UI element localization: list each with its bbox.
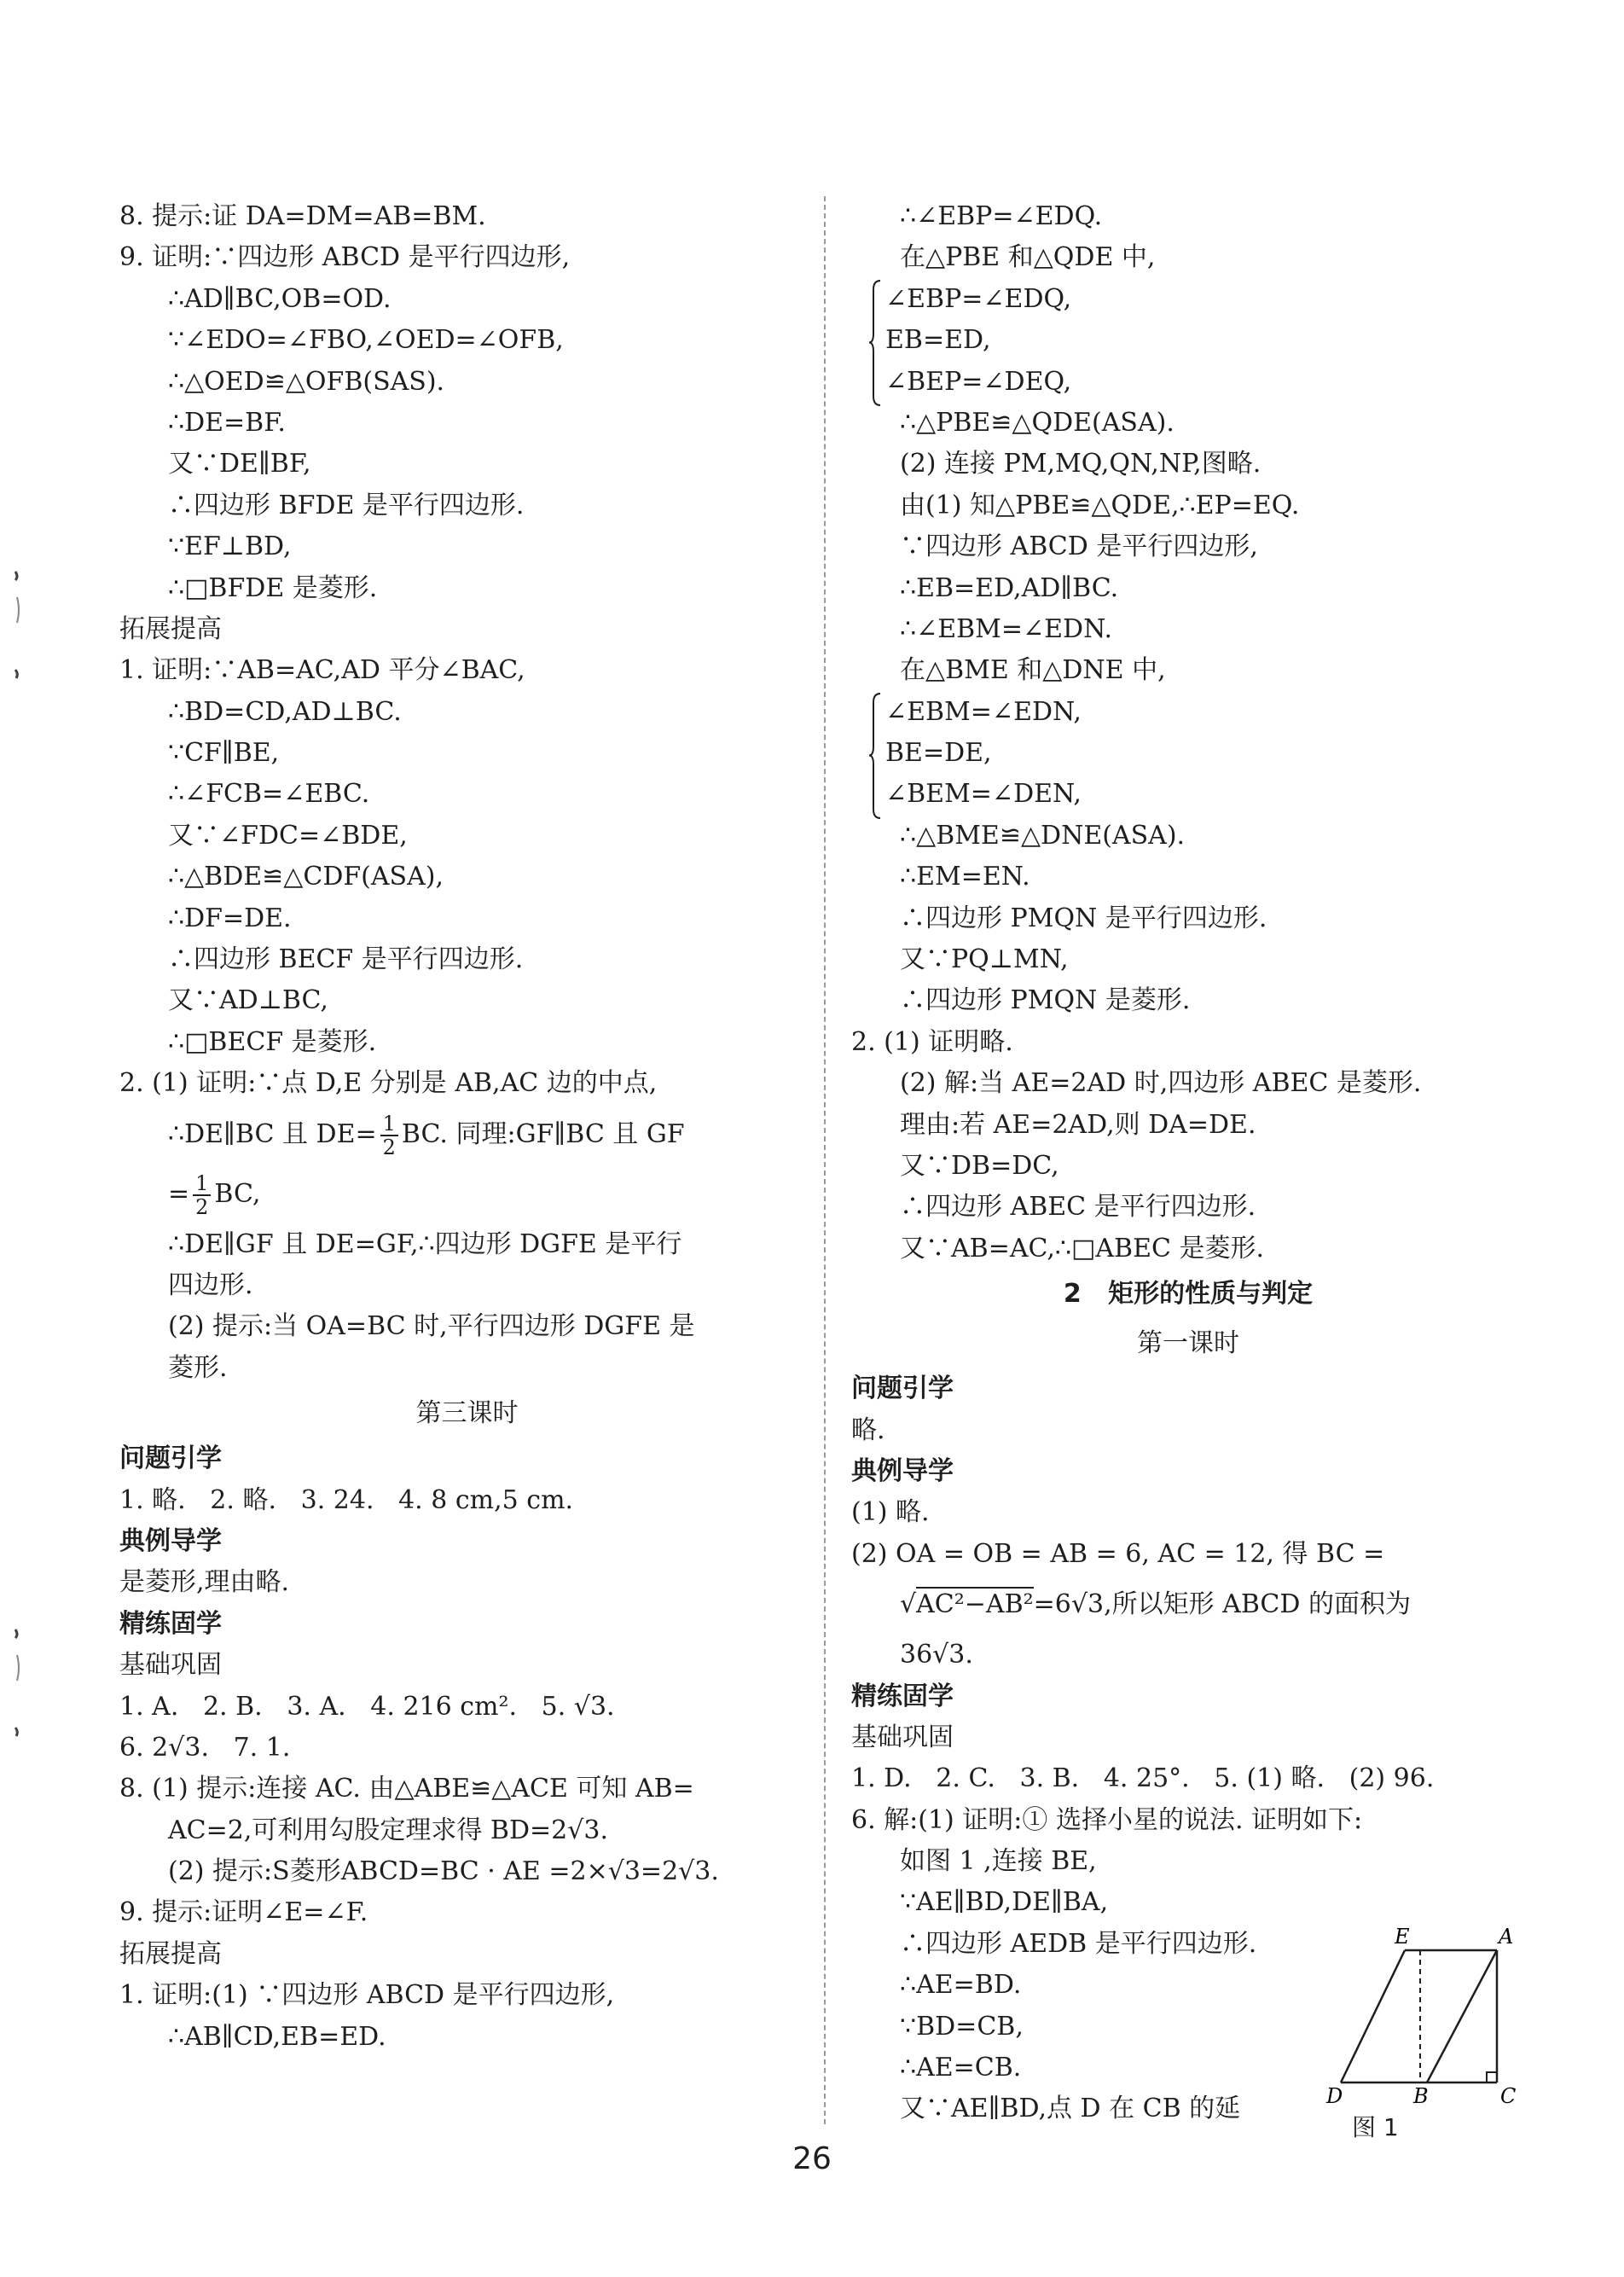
text-line: ∴△BDE≌△CDF(ASA), — [168, 862, 444, 892]
text-line: 2. (1) 证明:∵点 D,E 分别是 AB,AC 边的中点, — [119, 1068, 658, 1099]
left-column — [119, 196, 815, 2058]
figure-1 — [1318, 1926, 1522, 2114]
text-line: ∴AD∥BC,OB=OD. — [168, 283, 392, 314]
brace-line: ∠BEP=∠DEQ, — [885, 366, 1072, 397]
brace-icon — [868, 692, 882, 820]
brace-icon — [868, 279, 882, 407]
section-title: 2 矩形的性质与判定 — [1063, 1279, 1314, 1310]
column-divider — [824, 196, 826, 2124]
section-heading: 问题引学 — [119, 1443, 222, 1474]
text-line: ∴△PBE≌△QDE(ASA). — [900, 407, 1174, 438]
label-B: B — [1413, 2084, 1429, 2108]
right-column — [851, 196, 1525, 2130]
text-line: 菱形. — [168, 1352, 228, 1383]
brace-system — [851, 692, 1525, 816]
lesson-title: 第一课时 — [1137, 1328, 1239, 1359]
fraction-denominator: 2 — [195, 1194, 209, 1219]
text-line: 略. — [851, 1414, 885, 1445]
text-line: ∵CF∥BE, — [168, 738, 280, 769]
text-line: ∴∠EBP=∠EDQ. — [900, 201, 1103, 231]
text-line: ∵∠EDO=∠FBO,∠OED=∠OFB, — [168, 325, 564, 356]
text-line: 8. 提示:证 DA=DM=AB=BM. — [119, 201, 486, 231]
fraction-numerator: 1 — [193, 1172, 211, 1196]
text-line: (1) 略. — [851, 1497, 930, 1528]
text-line: ∴四边形 PMQN 是菱形. — [900, 985, 1191, 1016]
text-line: 2. (1) 证明略. — [851, 1026, 1013, 1057]
fraction — [380, 1112, 398, 1159]
text-line: 又∵DB=DC, — [900, 1150, 1059, 1181]
label-E: E — [1395, 1926, 1410, 1949]
text-line: 6. 2√3. 7. 1. — [119, 1732, 291, 1763]
text-line: 1. 证明:∵AB=AC,AD 平分∠BAC, — [119, 655, 525, 686]
text-line: 36√3. — [900, 1640, 973, 1670]
text-line: 又∵DE∥BF, — [168, 449, 311, 479]
text-line: 又∵AD⊥BC, — [168, 985, 328, 1016]
binding-marks-top — [7, 563, 27, 691]
text-line: 是菱形,理由略. — [119, 1567, 290, 1598]
fraction-line — [119, 1105, 815, 1165]
radicand: AC²−AB² — [916, 1587, 1034, 1619]
text-line: ∴四边形 AEDB 是平行四边形. — [900, 1928, 1257, 1959]
text-line: 在△BME 和△DNE 中, — [900, 655, 1166, 686]
text-line: ∴四边形 BFDE 是平行四边形. — [168, 490, 525, 520]
text-line: ∴DE∥GF 且 DE=GF,∴四边形 DGFE 是平行 — [168, 1229, 682, 1259]
text-line: ∵四边形 ABCD 是平行四边形, — [900, 531, 1258, 562]
fraction-pre: ∴DE∥BC 且 DE= — [168, 1118, 377, 1149]
text-line: 拓展提高 — [119, 1938, 222, 1969]
page-number: 26 — [792, 2141, 832, 2176]
lesson-title: 第三课时 — [415, 1398, 519, 1429]
text-line: (2) 连接 PM,MQ,QN,NP,图略. — [900, 449, 1262, 479]
text-line: ∴DE=BF. — [168, 407, 286, 438]
text-line: (2) 解:当 AE=2AD 时,四边形 ABEC 是菱形. — [900, 1068, 1422, 1099]
text-line: ∴EM=EN. — [900, 862, 1030, 892]
text-line: AC=2,可利用勾股定理求得 BD=2√3. — [168, 1815, 608, 1845]
text-line: 理由:若 AE=2AD,则 DA=DE. — [900, 1109, 1256, 1140]
section-heading: 典例导学 — [851, 1455, 954, 1486]
text-line: ∴□BECF 是菱形. — [168, 1026, 377, 1057]
text-line: ∵EF⊥BD, — [168, 531, 292, 562]
text-line: ∴△OED≌△OFB(SAS). — [168, 366, 445, 397]
fraction-line — [119, 1165, 815, 1224]
brace-system — [851, 279, 1525, 403]
text-line: 9. 提示:证明∠E=∠F. — [119, 1897, 368, 1928]
text-line: 1. A. 2. B. 3. A. 4. 216 cm². 5. √3. — [119, 1691, 615, 1722]
text-line: ∴EB=ED,AD∥BC. — [900, 572, 1119, 603]
brace-line: EB=ED, — [885, 325, 991, 356]
brace-line: BE=DE, — [885, 738, 992, 769]
text-line: 9. 证明:∵四边形 ABCD 是平行四边形, — [119, 242, 571, 273]
label-D: D — [1326, 2084, 1343, 2108]
text-line: ∴△BME≌△DNE(ASA). — [900, 820, 1186, 851]
section-heading: 典例导学 — [119, 1525, 222, 1556]
sqrt-post: =6√3,所以矩形 ABCD 的面积为 — [1033, 1589, 1411, 1620]
text-line: ∴四边形 PMQN 是平行四边形. — [900, 903, 1267, 933]
text-line: 又∵AB=AC,∴□ABEC 是菱形. — [900, 1233, 1265, 1263]
text-line: ∴四边形 ABEC 是平行四边形. — [900, 1192, 1256, 1223]
fraction-numerator: 1 — [380, 1112, 398, 1136]
label-C: C — [1500, 2084, 1517, 2108]
text-line: 基础巩固 — [851, 1722, 954, 1752]
text-line: ∵AE∥BD,DE∥BA, — [900, 1887, 1109, 1918]
text-line: ∴□BFDE 是菱形. — [168, 572, 378, 603]
text-line: ∴DF=DE. — [168, 903, 292, 933]
text-line: ∴AE=BD. — [900, 1970, 1022, 2001]
text-line: (2) 提示:S菱形ABCD=BC · AE =2×√3=2√3. — [168, 1856, 719, 1887]
text-line: 1. 证明:(1) ∵四边形 ABCD 是平行四边形, — [119, 1980, 615, 2011]
text-line: ∴AB∥CD,EB=ED. — [168, 2021, 386, 2052]
binding-marks-bottom — [7, 1621, 27, 1749]
text-line: (2) 提示:当 OA=BC 时,平行四边形 DGFE 是 — [168, 1311, 695, 1342]
text-line: 又∵AE∥BD,点 D 在 CB 的延 — [900, 2094, 1241, 2124]
section-heading: 问题引学 — [851, 1374, 954, 1404]
text-line: 又∵∠FDC=∠BDE, — [168, 820, 408, 851]
text-line: 又∵PQ⊥MN, — [900, 944, 1069, 975]
section-heading: 精练固学 — [119, 1608, 222, 1639]
label-A: A — [1499, 1926, 1514, 1949]
fraction-post: BC. 同理:GF∥BC 且 GF — [401, 1118, 685, 1149]
brace-line: ∠EBM=∠EDN, — [885, 696, 1082, 727]
text-line: 1. D. 2. C. 3. B. 4. 25°. 5. (1) 略. (2) 96. — [851, 1763, 1435, 1794]
text-line: 在△PBE 和△QDE 中, — [900, 242, 1156, 273]
text-line: 由(1) 知△PBE≌△QDE,∴EP=EQ. — [900, 490, 1300, 520]
text-line: ∴AE=CB. — [900, 2053, 1022, 2083]
text-line: ∴四边形 BECF 是平行四边形. — [168, 944, 524, 975]
fraction-denominator: 2 — [382, 1135, 396, 1159]
text-line: 拓展提高 — [119, 613, 222, 644]
brace-line: ∠EBP=∠EDQ, — [885, 283, 1072, 314]
text-line: 8. (1) 提示:连接 AC. 由△ABE≌△ACE 可知 AB= — [119, 1774, 694, 1804]
text-line: 6. 解:(1) 证明:① 选择小星的说法. 证明如下: — [851, 1804, 1363, 1835]
text-line: ∴BD=CD,AD⊥BC. — [168, 696, 402, 727]
section-heading: 精练固学 — [851, 1681, 954, 1711]
fraction-pre: = — [168, 1178, 190, 1209]
text-line: 四边形. — [168, 1269, 253, 1300]
text-line: 基础巩固 — [119, 1650, 222, 1681]
text-line: 如图 1 ,连接 BE, — [900, 1846, 1097, 1877]
text-line: 1. 略. 2. 略. 3. 24. 4. 8 cm,5 cm. — [119, 1484, 574, 1515]
text-line: ∵BD=CB, — [900, 2011, 1024, 2042]
fraction — [193, 1172, 211, 1218]
fraction-post: BC, — [214, 1178, 261, 1209]
text-line: (2) OA = OB = AB = 6, AC = 12, 得 BC = — [851, 1538, 1385, 1569]
text-line: ∴∠FCB=∠EBC. — [168, 779, 370, 810]
sqrt-line: √AC²−AB²=6√3,所以矩形 ABCD 的面积为 — [851, 1575, 1525, 1635]
brace-line: ∠BEM=∠DEN, — [885, 779, 1082, 810]
figure-caption: 图 1 — [1352, 2113, 1399, 2141]
text-line: ∴∠EBM=∠EDN. — [900, 613, 1112, 644]
